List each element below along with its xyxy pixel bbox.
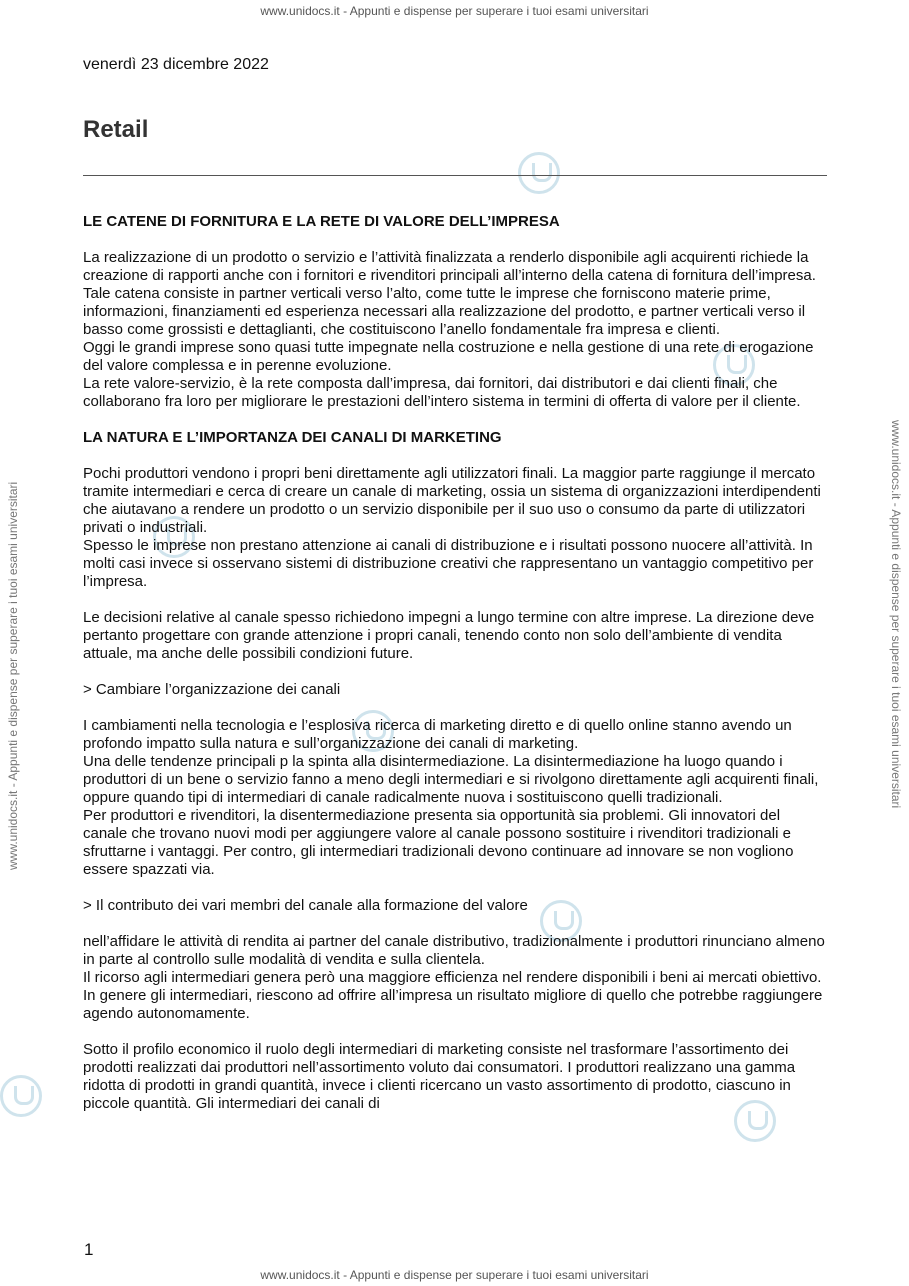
paragraph: Tale catena consiste in partner verticali verso l’alto, come tutte le imprese che forniscono materie prime, informazioni, finanziamenti ed esperienza necessari alla realizzazione del prodotto, e partner verticali verso il basso come grossisti e dettaglianti, che costituiscono l’anello fondamentale fra impresa e clienti.	[83, 285, 806, 338]
watermark-banner-top: www.unidocs.it - Appunti e dispense per superare i tuoi esami universitari	[260, 4, 649, 18]
paragraph: Sotto il profilo economico il ruolo degli intermediari di marketing consiste nel trasformare l’assortimento dei prodotti realizzati dai produttori nell’assortimento voluto dai consumatori. I produttori realizzano una gamma ridotta di prodotti in grandi quantità, invece i clienti ricercano un vasto assortimento di prodotto, ciascuno in piccole quantità. Gli intermediari dei canali di	[83, 1041, 796, 1112]
subsection-heading: > Cambiare l’organizzazione dei canali	[83, 681, 341, 698]
paragraph: La realizzazione di un prodotto o servizio e l’attività finalizzata a renderlo disponibile agli acquirenti richiede la creazione di rapporti anche con i fornitori e rivenditori principali all’interno della catena di fornitura dell’impresa.	[83, 249, 816, 284]
paragraph: Pochi produttori vendono i propri beni direttamente agli utilizzatori finali. La maggior parte raggiunge il mercato tramite intermediari e cerca di creare un canale di marketing, ossia un sistema di organizzazioni interdipendenti che aiutavano a rendere un prodotto o un servizio disponibile per il suo uso o consumo da parte di utilizzatori privati o industriali.	[83, 465, 821, 536]
document-date: venerdì 23 dicembre 2022	[83, 56, 269, 73]
paragraph: I cambiamenti nella tecnologia e l’esplosiva ricerca di marketing diretto e di quello online stanno avendo un profondo impatto sulla natura e sull’organizzazione dei canali di marketing.	[83, 717, 792, 752]
page-number: 1	[84, 1240, 94, 1259]
subsection-heading: > Il contributo dei vari membri del canale alla formazione del valore	[83, 897, 528, 914]
paragraph: Spesso le imprese non prestano attenzione ai canali di distribuzione e i risultati possono nuocere all’attività. In molti casi invece si osservano sistemi di distribuzione creativi che rappresentano un vantaggio competitivo per l’impresa.	[83, 537, 814, 590]
title-divider	[83, 175, 827, 176]
section-heading: LE CATENE DI FORNITURA E LA RETE DI VALORE DELL’IMPRESA	[83, 213, 560, 230]
page-title: Retail	[83, 116, 149, 143]
paragraph: nell’affidare le attività di rendita ai partner del canale distributivo, tradizionalmente i produttori rinunciano almeno in parte al controllo sulle modalità di vendita e sulla clientela.	[83, 933, 825, 968]
document-body	[83, 213, 828, 1113]
paragraph: In genere gli intermediari, riescono ad offrire all’impresa un risultato migliore di quello che potrebbe raggiungere agendo autonomamente.	[83, 987, 823, 1022]
paragraph: Il ricorso agli intermediari genera però una maggiore efficienza nel rendere disponibili i beni ai mercati obiettivo.	[83, 969, 822, 986]
section-heading: LA NATURA E L’IMPORTANZA DEI CANALI DI MARKETING	[83, 429, 502, 446]
paragraph: Le decisioni relative al canale spesso richiedono impegni a lungo termine con altre imprese. La direzione deve pertanto progettare con grande attenzione i propri canali, tenendo conto non solo dell’ambiente di vendita attuale, ma anche delle possibili condizioni future.	[83, 609, 815, 662]
watermark-side-right: www.unidocs.it - Appunti e dispense per superare i tuoi esami universitari	[889, 420, 903, 809]
watermark-logo-icon	[518, 152, 560, 194]
paragraph: Una delle tendenze principali p la spinta alla disintermediazione. La disintermediazione ha luogo quando i produttori di un bene o servizio fanno a meno degli intermediari e si rivolgono direttamente agli acquirenti finali, oppure quando tipi di intermediari di canale radicalmente nuova i sostituiscono quelli tradizionali.	[83, 753, 819, 806]
paragraph: La rete valore-servizio, è la rete composta dall’impresa, dai fornitori, dai distributori e dai clienti finali, che collaborano fra loro per migliorare le prestazioni dell’intero sistema in termini di offerta di valore per il cliente.	[83, 375, 801, 410]
paragraph: Per produttori e rivenditori, la disentermediazione presenta sia opportunità sia problemi. Gli innovatori del canale che trovano nuovi modi per aggiungere valore al canale possono sostituire i rivenditori tradizionali e sfruttarne i vantaggi. Per contro, gli intermediari tradizionali devono continuare ad innovare se non vogliono essere spazzati via.	[83, 807, 794, 878]
watermark-banner-bottom: www.unidocs.it - Appunti e dispense per superare i tuoi esami universitari	[260, 1268, 649, 1282]
paragraph: Oggi le grandi imprese sono quasi tutte impegnate nella costruzione e nella gestione di una rete di erogazione del valore complessa e in perenne evoluzione.	[83, 339, 814, 374]
watermark-side-left: www.unidocs.it - Appunti e dispense per superare i tuoi esami universitari	[6, 481, 20, 870]
watermark-logo-icon	[0, 1075, 42, 1117]
